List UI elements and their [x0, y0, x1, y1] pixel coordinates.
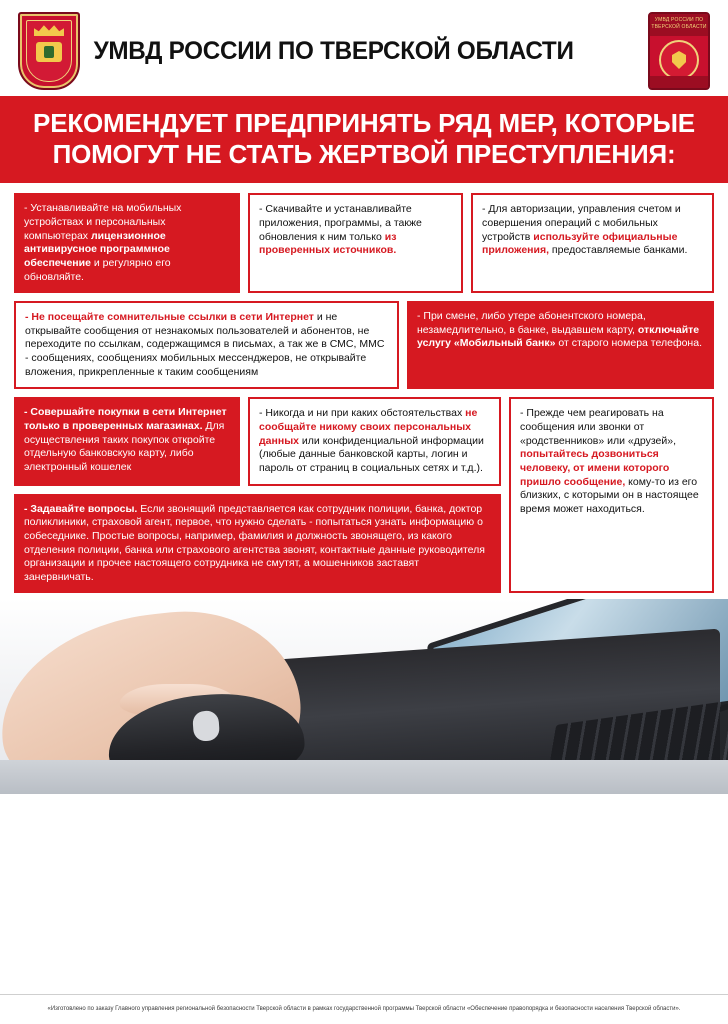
- banner-line-2: ПОМОГУТ НЕ СТАТЬ ЖЕРТВОЙ ПРЕСТУПЛЕНИЯ:: [52, 138, 676, 169]
- footer-text: «Изготовлено по заказу Главного управления региональной безопасности Тверской области в рамках государственной программы Тверской области «Обеспечение правопорядка и безопасности населения Тверской области».: [47, 1005, 681, 1012]
- banner-line-1: РЕКОМЕНДУЕТ ПРЕДПРИНЯТЬ РЯД МЕР, КОТОРЫЕ: [33, 108, 695, 138]
- advice-card-ask-questions: - Задавайте вопросы. Если звонящий представляется как сотрудник полиции, банка, доктор поликлиники, страховой агент, первое, что нужно сделать - попытаться узнать информацию о собеседнике. Простые вопросы, например, фамилия и должность звонящего, из какого отделения полиции, банка или страхового агентства звонят, контактные данные руководителя организации и прочее настоящего сотрудника не смутят, а мошенников заставят занервничать.: [14, 494, 501, 594]
- desk-surface: [0, 760, 728, 794]
- advice-card-trusted-sources: - Скачивайте и устанавливайте приложения, программы, а также обновления к ним только из проверенных источников.: [248, 193, 463, 293]
- emblem-caption: УМВД РОССИИ ПО ТВЕРСКОЙ ОБЛАСТИ: [650, 14, 708, 36]
- advice-card-mobile-bank: - При смене, либо утере абонентского номера, незамедлительно, в банке, выдавшем карту, отключайте услугу «Мобильный банк» от старого номера телефона.: [407, 301, 714, 389]
- photo-hand-mouse-laptop: [0, 599, 728, 794]
- advice-left-stack: [14, 397, 501, 593]
- advice-lower-wrap: [14, 397, 714, 593]
- tver-region-coat-of-arms-icon: [18, 12, 80, 90]
- advice-card-trusted-shops: - Совершайте покупки в сети Интернет только в проверенных магазинах. Для осуществления таких покупок откройте отдельную банковскую карту, либо электронный кошелек: [14, 397, 240, 485]
- footer: [0, 994, 728, 1024]
- advice-card-personal-data: - Никогда и ни при каких обстоятельствах не сообщайте никому своих персональных данных или конфиденциальной информации (любые данные банковской карты, логин и пароль от страниц в социальных сетях и т.д.).: [248, 397, 501, 485]
- advice-card-antivirus: - Устанавливайте на мобильных устройствах и персональных компьютерах лицензионное антивирусное программное обеспечение и регулярно его обновляйте.: [14, 193, 240, 293]
- advice-row-3: [14, 397, 501, 485]
- main-banner: [0, 96, 728, 183]
- advice-row-2: [14, 301, 714, 389]
- advice-card-suspicious-links: - Не посещайте сомнительные ссылки в сети Интернет и не открывайте сообщения от незнакомых пользователей и абонентов, не переходите по ссылкам, содержащимся в письмах, а так же в СМС, ММС - сообщениях, сообщениях мобильных мессенджеров, не открывайте вложения, прикрепленные к таким сообщениям: [14, 301, 399, 389]
- mouse-wheel: [192, 711, 220, 743]
- mvd-russia-emblem-icon: [648, 12, 710, 90]
- page-title: УМВД РОССИИ ПО ТВЕРСКОЙ ОБЛАСТИ: [93, 36, 574, 65]
- advice-card-official-bank-apps: - Для авторизации, управления счетом и совершения операций с мобильных устройств используйте официальные приложения, предоставляемые банками.: [471, 193, 714, 293]
- advice-card-call-back-relatives: - Прежде чем реагировать на сообщения или звонки от «родственников» или «друзей», попытайтесь дозвониться человеку, от имени которого пришло сообщение, кому-то из его близких, с которыми он в настоящее время может находиться.: [509, 397, 714, 593]
- advice-row-1: [14, 193, 714, 293]
- advice-cards-container: [0, 183, 728, 599]
- poster-header: [0, 0, 728, 96]
